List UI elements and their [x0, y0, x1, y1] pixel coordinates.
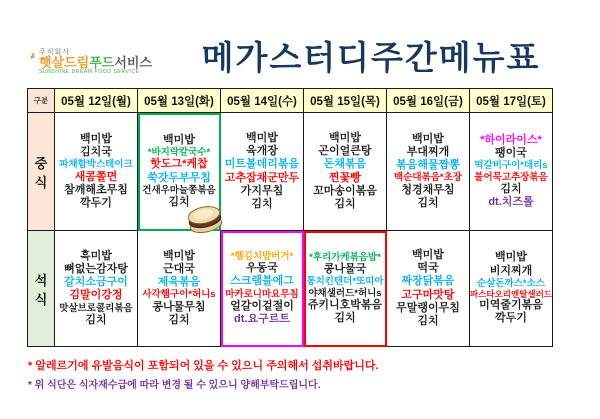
- day-header-cell-0: 05월 12일(월): [55, 89, 138, 113]
- menu-item: 얼갈이겉절이: [230, 299, 294, 312]
- menu-cell-content: [55, 131, 137, 212]
- menu-item: 미트볼데리볶음: [224, 158, 300, 171]
- menu-cell-content: [304, 130, 386, 213]
- dinner-label-cell: [28, 231, 55, 347]
- weekly-menu-table: [27, 88, 553, 347]
- menu-item: 찐꽃빵: [329, 171, 361, 184]
- menu-item: 김치: [417, 314, 439, 327]
- menu-item: 떡갈비구이*데리s: [474, 160, 548, 172]
- menu-item: *바지락칼국수*: [147, 146, 211, 158]
- menu-item: 고추잡채군만두: [224, 171, 300, 184]
- menu-cell-content: [304, 250, 386, 328]
- menu-item: 팽이국: [495, 146, 527, 159]
- menu-item: 미역줄기볶음: [479, 299, 543, 312]
- menu-item: *하이라이스*: [480, 133, 542, 146]
- menu-item: 불어묵고추장볶음: [474, 171, 548, 183]
- dinner-menu-cell-2: [221, 231, 304, 347]
- logo-text: [39, 49, 152, 75]
- menu-item: 근대국: [163, 263, 195, 276]
- lunch-menu-cell-4: [387, 113, 470, 231]
- menu-item: 갈치소금구이: [64, 276, 128, 289]
- menu-cell-content: [387, 131, 469, 212]
- lunch-row: [28, 113, 553, 231]
- lunch-menu-cell-0: [55, 113, 138, 231]
- menu-item: 백미밥: [163, 249, 195, 262]
- dinner-menu-cell-3: [304, 231, 387, 347]
- menu-cell-content: [470, 249, 552, 327]
- menu-item: 백미밥: [329, 131, 361, 144]
- meal-label: [28, 153, 54, 191]
- page-header: [30, 26, 590, 84]
- menu-item: 떡국: [417, 262, 439, 275]
- menu-item: 김치국: [80, 146, 112, 159]
- sun-over-hills-icon: [30, 35, 36, 75]
- menu-item: 김치: [417, 196, 439, 209]
- meal-label-char: 식: [34, 174, 48, 190]
- lunch-menu-cell-5: [470, 113, 553, 231]
- menu-item: 핫도그*케찹: [150, 158, 208, 171]
- day-header-cell-2: 05월 14일(수): [221, 89, 304, 113]
- brand-part: 푸드: [89, 55, 115, 71]
- dinner-menu-cell-5: [470, 231, 553, 347]
- menu-item: 김치: [85, 313, 107, 326]
- menu-item: 김치: [168, 313, 190, 326]
- menu-cell-content: [221, 249, 303, 329]
- brand-part: 서비스: [114, 55, 152, 71]
- menu-item: 백미밥: [246, 131, 278, 144]
- menu-item: 청경채무침: [401, 183, 455, 196]
- menu-item: 콩나물국: [323, 263, 367, 276]
- dinner-menu-cell-0: [55, 231, 138, 347]
- menu-item: 흑미밥: [80, 249, 112, 262]
- brand-part: 햇살드림: [38, 55, 90, 71]
- menu-item: 무말랭이무침: [396, 301, 460, 314]
- menu-item: 깍두기: [80, 196, 112, 209]
- day-header-cell-1: 05월 13일(화): [138, 89, 221, 113]
- lunch-menu-cell-3: [304, 113, 387, 231]
- menu-item: 통치킨텐더*또띠아: [306, 276, 384, 288]
- menu-item: 가지무침: [240, 184, 284, 197]
- menu-item: 육개장: [246, 145, 278, 158]
- menu-item: 백순대볶음*초장: [394, 172, 462, 184]
- menu-item: 짜장닭볶음: [401, 275, 455, 288]
- menu-item: 뼈없는감자탕: [64, 263, 128, 276]
- menu-item: 김치: [168, 196, 190, 209]
- menu-item: 백미밥: [412, 248, 444, 261]
- menu-item: 쑥갓두부무침: [147, 171, 211, 184]
- menu-item: dt.요구르트: [234, 313, 290, 326]
- menu-item: 김치: [334, 312, 356, 325]
- company-brand-english: SUNSHINE DREAM FOOD SERVICE: [38, 68, 140, 75]
- allergy-footnote: * 알레르기에 유발음식이 포함되어 있을 수 있으니 주의해서 섭취바랍니다.: [28, 360, 379, 372]
- company-logo: [30, 35, 152, 75]
- company-brand-name: [39, 56, 152, 70]
- meal-label-char: 석: [34, 272, 48, 288]
- menu-item: 콩나물무침: [152, 300, 206, 313]
- menu-cell-content: [55, 248, 137, 329]
- day-header-cell-3: 05월 15일(목): [304, 89, 387, 113]
- menu-item: 새콤쫄면: [74, 170, 118, 183]
- menu-item: 김치: [334, 197, 356, 210]
- lunch-label-cell: [28, 113, 55, 231]
- menu-item: 건새우마늘쫑볶음: [142, 184, 216, 196]
- menu-item: 고구마맛탕: [401, 288, 455, 301]
- lunch-menu-cell-2: [221, 113, 304, 231]
- day-header-cell-4: 05월 16일(금): [387, 89, 470, 113]
- day-header-cell-5: 05월 17일(토): [470, 89, 553, 113]
- menu-item: 돈채볶음: [323, 158, 367, 171]
- menu-item: 김말이강정: [69, 289, 123, 302]
- meal-label-char: 중: [34, 155, 48, 171]
- menu-item: 야채샐러드*허니s: [308, 287, 382, 299]
- menu-item: 스크램블에그: [230, 275, 294, 288]
- meal-label-char: 식: [34, 291, 48, 307]
- footnotes: [28, 357, 379, 391]
- menu-item: 참깨해초무침: [64, 183, 128, 196]
- page-title: 메가스터디주간메뉴표: [201, 38, 541, 76]
- menu-item: 쥬키니호박볶음: [307, 298, 383, 311]
- menu-cell-content: [387, 247, 469, 330]
- meal-label: [28, 270, 54, 308]
- menu-item: 우동국: [246, 262, 278, 275]
- menu-item: 마카로니마요무침: [225, 288, 299, 300]
- menu-item: 비지찌개: [489, 264, 533, 277]
- cookie-sandwich-image: [185, 203, 225, 236]
- menu-item: 백미밥: [80, 132, 112, 145]
- company-prefix: 주식회사: [38, 48, 71, 56]
- menu-cell-content: [138, 248, 220, 329]
- corner-cell: 구분: [28, 89, 55, 113]
- menu-cell-content: [138, 132, 220, 212]
- menu-item: 순살돈까스*소스: [477, 277, 545, 289]
- menu-item: 깍두기: [495, 312, 527, 325]
- menu-item: *후리가케볶음밥*: [309, 251, 381, 263]
- dinner-menu-cell-1: [138, 231, 221, 347]
- menu-table-wrap: [27, 88, 553, 347]
- menu-item: 부대찌개: [406, 146, 450, 159]
- menu-item: 파스타오리엔탈샐러드: [469, 289, 553, 300]
- menu-item: 김치: [500, 182, 522, 195]
- menu-item: 백미밥: [412, 132, 444, 145]
- menu-cell-content: [221, 130, 303, 213]
- menu-item: 제육볶음: [157, 276, 201, 289]
- menu-item: 볶음해물짬뽕: [396, 159, 460, 172]
- menu-item: 맛살브로콜리볶음: [59, 302, 133, 314]
- menu-item: 김치: [251, 197, 273, 210]
- table-header-row: [28, 89, 553, 113]
- menu-change-footnote: * 위 식단은 식자재수급에 따라 변경 될 수 있으니 양해부탁드립니다.: [28, 380, 321, 391]
- menu-cell-content: [470, 132, 552, 212]
- dinner-menu-cell-4: [387, 231, 470, 347]
- menu-item: 꼬마송이볶음: [313, 184, 377, 197]
- menu-item: 사각햄구이*허니s: [142, 289, 216, 301]
- dinner-row: [28, 231, 553, 347]
- menu-item: 곤이얼큰탕: [318, 145, 372, 158]
- menu-item: *햄김치밥버거*: [230, 250, 294, 262]
- menu-item: dt.치즈롤: [488, 196, 534, 209]
- menu-item: 백미밥: [163, 133, 195, 146]
- menu-item: 파채함박스테이크: [59, 159, 133, 171]
- menu-item: 백미밥: [495, 251, 527, 264]
